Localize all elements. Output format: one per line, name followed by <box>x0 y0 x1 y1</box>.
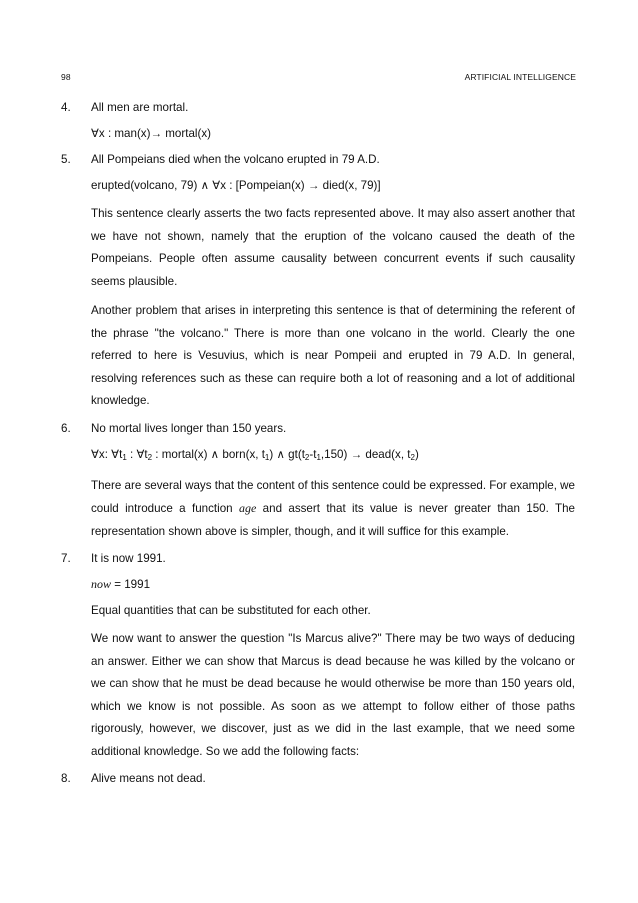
running-title: ARTIFICIAL INTELLIGENCE <box>464 72 576 82</box>
item-statement: Alive means not dead. <box>91 772 206 785</box>
item-statement: All Pompeians died when the volcano erupted in 79 A.D. <box>91 153 380 166</box>
list-item-7 <box>61 550 575 770</box>
page-body <box>61 99 575 796</box>
item-number: 6. <box>61 421 71 435</box>
item-formula: ∀x: ∀t1 : ∀t2 : mortal(x) ∧ born(x, t1) ∧ gt(t2-t1,150) → dead(x, t2) <box>91 447 419 462</box>
item-number: 7. <box>61 552 71 565</box>
item-body <box>91 770 575 796</box>
item-statement: All men are mortal. <box>91 101 189 114</box>
item-formula: ∀x : man(x)→ mortal(x) <box>91 127 212 140</box>
paragraph: Another problem that arises in interpreting this sentence is that of determining the referent of the phrase "the volcano." There is more than one volcano in the world. Clearly the one referred to here is Vesuvius, which is near Pompeii and erupted in 79 A.D. In general, resolving references such as these can require both a lot of reasoning and a lot of additional knowledge. <box>91 304 575 407</box>
item-body <box>91 99 575 151</box>
item-number: 8. <box>61 772 71 785</box>
function-name: age <box>238 501 257 515</box>
item-body <box>91 550 575 770</box>
item-number: 5. <box>61 153 71 166</box>
page-number: 98 <box>61 72 71 82</box>
item-formula: erupted(volcano, 79) ∧ ∀x : [Pompeian(x) → died(x, 79)] <box>91 179 381 192</box>
item-statement: No mortal lives longer than 150 years. <box>91 421 287 435</box>
list-item-8 <box>61 770 575 796</box>
paragraph: Equal quantities that can be substituted for each other. <box>91 604 371 617</box>
paragraph: We now want to answer the question "Is Marcus alive?" There may be two ways of deducing an answer. Either we can show that Marcus is dead because he was killed by the volcano or we can show that he must be dead because he would otherwise be more than 150 years old, which we know is not possible. As soon as we attempt to follow either of those paths rigorously, however, we discover, just as we did in the last example, that we need some additional knowledge. So we add the following facts: <box>91 632 575 758</box>
list-item-4 <box>61 99 575 151</box>
item-body <box>91 420 575 551</box>
list-item-5 <box>61 151 575 420</box>
item-formula: now = 1991 <box>91 577 151 591</box>
list-item-6 <box>61 420 575 551</box>
item-statement: It is now 1991. <box>91 552 166 565</box>
item-number: 4. <box>61 101 71 114</box>
paragraph: This sentence clearly asserts the two facts represented above. It may also assert another that we have not shown, namely that the eruption of the volcano caused the death of the Pompeians. People often assume causality between concurrent events if such causality seems plausible. <box>91 207 575 288</box>
item-body <box>91 151 575 420</box>
formula-term: now <box>91 577 112 591</box>
paragraph: There are several ways that the content of this sentence could be expressed. For example, we could introduce a function age and assert that its value is never greater than 150. The representation shown above is simpler, though, and it will suffice for this example. <box>91 478 575 538</box>
